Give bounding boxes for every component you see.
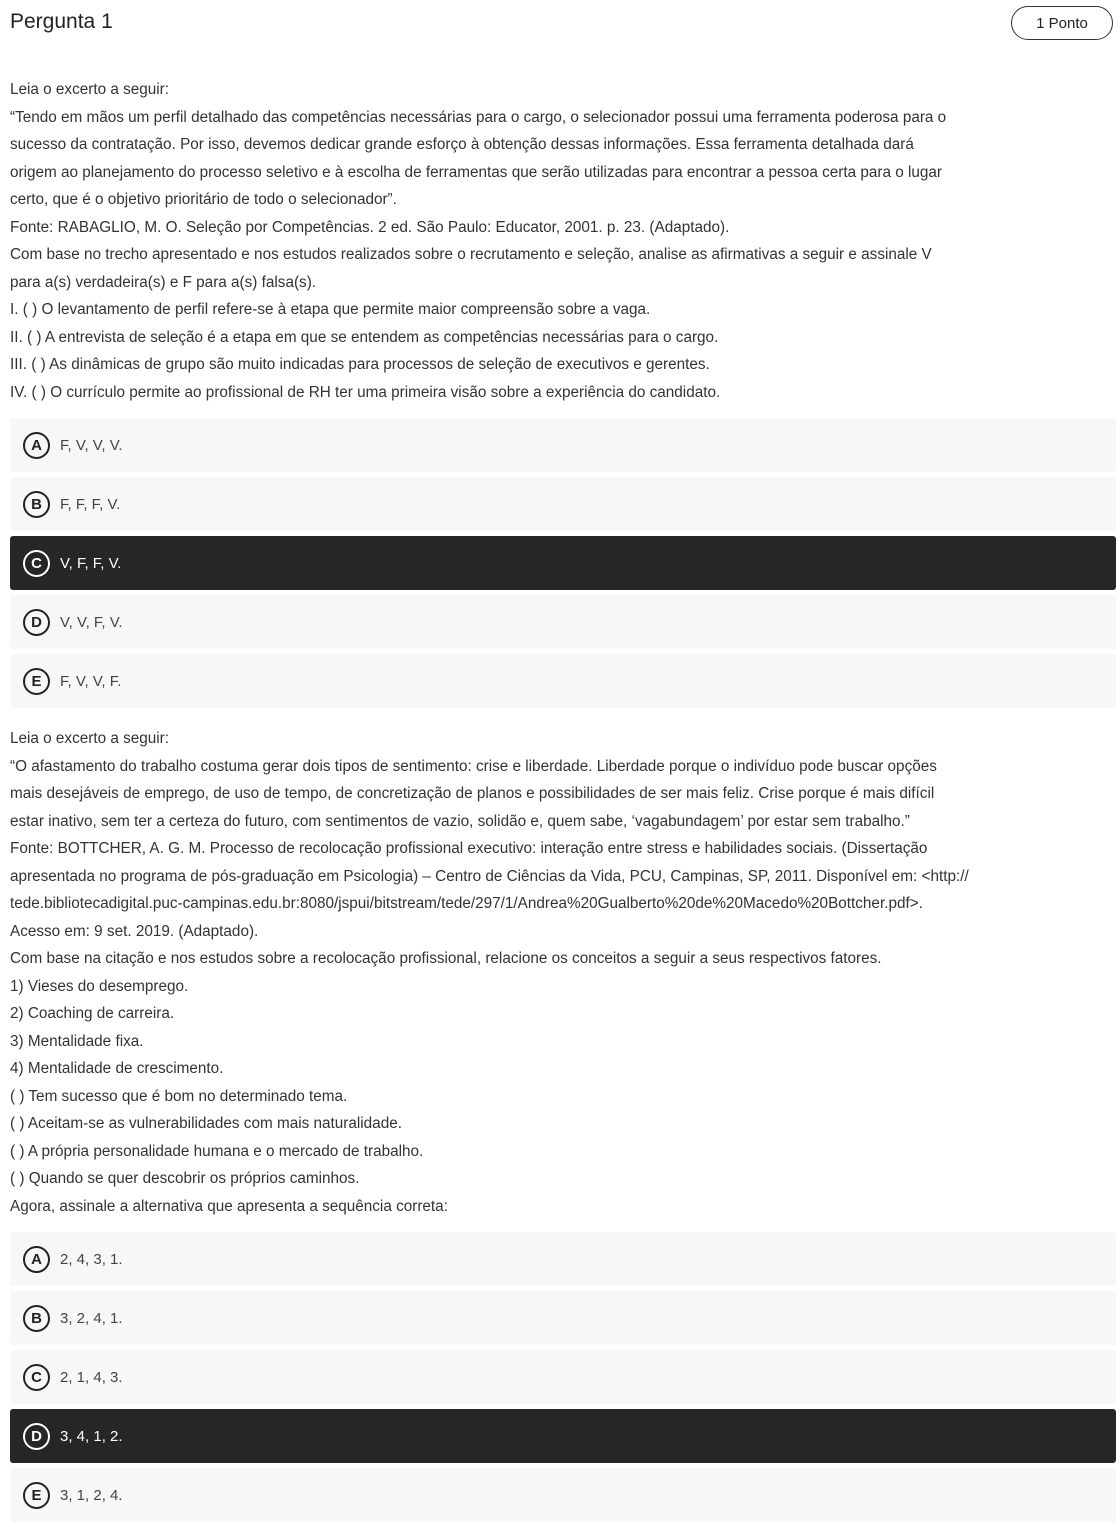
- question-text-line: Com base na citação e nos estudos sobre a recolocação profissional, relacione os conceitos a seguir a seus respectivos fatores.: [10, 950, 882, 967]
- option-label: 2, 4, 3, 1.: [60, 1250, 123, 1268]
- question-text-line: Agora, assinale a alternativa que apresenta a sequência correta:: [10, 1197, 448, 1215]
- question-text-line: ( ) Tem sucesso que é bom no determinado tema.: [10, 1087, 348, 1105]
- option-label: V, F, F, V.: [60, 554, 122, 572]
- question-text-line: certo, que é o objetivo prioritário de todo o selecionador”.: [10, 191, 397, 208]
- question-text-line: 4) Mentalidade de crescimento.: [10, 1060, 224, 1077]
- answer-option-e[interactable]: [10, 1468, 1116, 1522]
- option-letter-badge: B: [23, 1305, 50, 1332]
- question-text-line: sucesso da contratação. Por isso, devemos dedicar grande esforço à obtenção dessas informações. Essa ferramenta detalhada dará: [10, 136, 914, 153]
- question-text-line: I. ( ) O levantamento de perfil refere-se à etapa que permite maior compreensão sobre a vaga.: [10, 301, 651, 318]
- option-letter-badge: B: [23, 491, 50, 518]
- answer-option-c[interactable]: [10, 1350, 1116, 1404]
- option-letter-badge: E: [23, 1482, 50, 1509]
- option-label: F, V, V, V.: [60, 436, 123, 454]
- answer-option-d[interactable]: [10, 595, 1116, 649]
- option-label: F, F, F, V.: [60, 495, 121, 513]
- option-letter-badge: D: [23, 609, 50, 636]
- option-label: 2, 1, 4, 3.: [60, 1368, 123, 1386]
- answer-options: [10, 1232, 1116, 1527]
- option-label: 3, 4, 1, 2.: [60, 1427, 123, 1445]
- question-text-line: Leia o excerto a seguir:: [10, 730, 170, 747]
- question-text-line: ( ) Quando se quer descobrir os próprios caminhos.: [10, 1170, 360, 1187]
- answer-option-c[interactable]: [10, 536, 1116, 590]
- answer-options: [10, 418, 1116, 713]
- answer-option-d[interactable]: [10, 1409, 1116, 1463]
- question-text-line: III. ( ) As dinâmicas de grupo são muito indicadas para processos de seleção de executivos e gerentes.: [10, 356, 710, 373]
- question-text: [10, 76, 1116, 406]
- question-text-line: 2) Coaching de carreira.: [10, 1005, 175, 1022]
- question-text-line: mais desejáveis de emprego, de uso de tempo, de concretização de planos e possibilidades de ser mais feliz. Crise porque é mais difícil: [10, 785, 935, 802]
- question-text-line: ( ) A própria personalidade humana e o mercado de trabalho.: [10, 1142, 424, 1160]
- option-letter-badge: C: [23, 550, 50, 577]
- question-text-line: Fonte: RABAGLIO, M. O. Seleção por Competências. 2 ed. São Paulo: Educator, 2001. p. 23. (Adaptado).: [10, 218, 730, 236]
- question-text-line: Fonte: BOTTCHER, A. G. M. Processo de recolocação profissional executivo: interação entre stress e habilidades sociais. (Dissertação: [10, 840, 928, 857]
- option-letter-badge: E: [23, 668, 50, 695]
- question-text-line: para a(s) verdadeira(s) e F para a(s) falsa(s).: [10, 273, 317, 291]
- option-label: F, V, V, F.: [60, 672, 122, 690]
- question-text-line: IV. ( ) O currículo permite ao profissional de RH ter uma primeira visão sobre a experiência do candidato.: [10, 383, 721, 401]
- option-letter-badge: A: [23, 1246, 50, 1273]
- question-text-line: origem ao planejamento do processo seletivo e à escolha de ferramentas que serão utilizadas para encontrar a pessoa certa para o lugar: [10, 163, 942, 181]
- option-letter-badge: C: [23, 1364, 50, 1391]
- answer-option-b[interactable]: [10, 1291, 1116, 1345]
- answer-option-e[interactable]: [10, 654, 1116, 708]
- question-text-line: tede.bibliotecadigital.puc-campinas.edu.br:8080/jspui/bitstream/tede/297/1/Andrea%20Gualberto%20de%20Macedo%20Bottcher.pdf>.: [10, 895, 923, 912]
- question-text-line: II. ( ) A entrevista de seleção é a etapa em que se entendem as competências necessárias para o cargo.: [10, 328, 719, 346]
- question-text-line: “Tendo em mãos um perfil detalhado das competências necessárias para o cargo, o selecionador possui uma ferramenta poderosa para o: [10, 108, 947, 126]
- question-text-line: Leia o excerto a seguir:: [10, 81, 170, 98]
- question-title: Pergunta 1: [10, 10, 113, 33]
- question-text: [10, 725, 1116, 1220]
- option-letter-badge: D: [23, 1423, 50, 1450]
- question-text-line: apresentada no programa de pós-graduação em Psicologia) – Centro de Ciências da Vida, PCU, Campinas, SP, 2011. Disponível em: <http://: [10, 867, 969, 885]
- question-text-line: Com base no trecho apresentado e nos estudos realizados sobre o recrutamento e seleção, analise as afirmativas a seguir e assinale V: [10, 246, 932, 263]
- points-badge: 1 Ponto: [1011, 6, 1113, 40]
- option-letter-badge: A: [23, 432, 50, 459]
- question-text-line: 1) Vieses do desemprego.: [10, 977, 189, 995]
- option-label: V, V, F, V.: [60, 613, 123, 631]
- question-text-line: “O afastamento do trabalho costuma gerar dois tipos de sentimento: crise e liberdade. Liberdade porque o indivíduo pode buscar opções: [10, 757, 937, 775]
- question-text-line: ( ) Aceitam-se as vulnerabilidades com mais naturalidade.: [10, 1115, 402, 1132]
- question-text-line: 3) Mentalidade fixa.: [10, 1032, 144, 1050]
- option-label: 3, 1, 2, 4.: [60, 1486, 123, 1504]
- option-label: 3, 2, 4, 1.: [60, 1309, 123, 1327]
- answer-option-b[interactable]: [10, 477, 1116, 531]
- answer-option-a[interactable]: [10, 418, 1116, 472]
- answer-option-a[interactable]: [10, 1232, 1116, 1286]
- question-text-line: estar inativo, sem ter a certeza do futuro, com sentimentos de vazio, solidão e, quem sabe, ‘vagabundagem’ por estar sem trabalho.”: [10, 812, 910, 830]
- question-text-line: Acesso em: 9 set. 2019. (Adaptado).: [10, 922, 259, 940]
